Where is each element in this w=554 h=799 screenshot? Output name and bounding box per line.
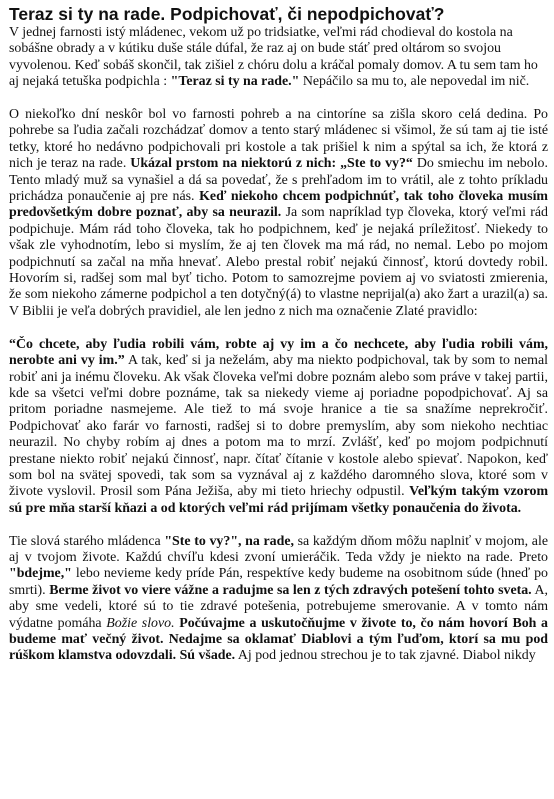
article-title: Teraz si ty na rade. Podpichovať, či nepodpichovať?: [9, 4, 445, 24]
bold-run: "Teraz si ty na rade.": [170, 74, 300, 90]
bold-run: Ukázal prstom na niektorú z nich: „Ste to vy?“: [130, 156, 413, 172]
text-run: sa každým dňom môžu naplniť v mojom, ale aj v tvojom živote. Každú chvíľu kdesi zvoní umieráčik. Teda vždy je niekto na rade. Preto: [9, 533, 548, 565]
italic-run: Božie slovo.: [106, 615, 175, 631]
text-run: A, aby sme vedeli, ktoré sú to tie zdravé potešenia, potrebujeme smerovanie. A v tomto nám výdatne pomáha: [9, 582, 548, 631]
paragraph-conclusion: [9, 534, 548, 665]
text-run: V jednej farnosti istý mládenec, vekom už po tridsiatke, veľmi rád chodieval do kostola na sobášne obrady a v kútiku duše stále dúfal, že raz aj on bude stáť pred oltárom so svojou vyvolenou. Keď sobáš skončil, tak zišiel z chóru dolu a kráčal pomaly domov. A tu sem tam ho aj nejaká tetuška podpichla :: [9, 25, 538, 90]
paragraph-golden-rule: [9, 337, 548, 517]
bold-run: "Ste to vy?", na rade,: [164, 533, 294, 549]
bold-run: Veľkým takým vzorom sú pre mňa starší kňazi a od ktorých veľmi rád prijímam všetky ponaučenia do života.: [9, 484, 549, 516]
bold-run: "bdejme,": [9, 566, 72, 582]
text-run: Nepáčilo sa mu to, ale nepovedal im nič.: [299, 74, 530, 90]
text-run: A tak, keď si ja neželám, aby ma niekto podpichoval, tak by som to nemal robiť ani ja inému človeku. Ak však človeka veľmi dobre poznám alebo som práve v takej partii, kde sa všetci veľmi dobre poznáme, tak sa niekedy vieme aj poriadne popodpichovať. Aj sa pritom poriadne nasmejeme. Ale tiež to má svoje hranice a tie sa snažíme neprekročiť. Podpichovať ako farár vo farnosti, radšej si to dobre premyslím, aby som niekoho nechtiac neurazil. No chyby robím aj dnes a potom ma to mrzí. Zvlášť, keď po mojom podpichnutí prestane niekto robiť nejakú činnosť, napr. čítať čítanie v kostole alebo spievať. Napokon, keď som bol na svätej spovedi, tak som sa vyznával aj z každého daromného slova, ktoré som v živote vyslovil. Prosil som Pána Ježiša, aby mi tieto hriechy odpustil.: [9, 353, 548, 500]
paragraph-intro: [9, 25, 548, 91]
text-run: O niekoľko dní neskôr bol vo farnosti pohreb a na cintoríne sa zišla skoro celá dedina. Po pohrebe sa ľudia začali rozchádzať domov a tento starý mládenec si všimol, že sú tam aj tie isté tetky, ktoré ho nedávno podpichovali pri kostole a tak prišiel k nim a spýtal sa ich, že ktorá z nich je teraz na rade.: [9, 107, 548, 172]
text-run: Do smiechu im nebolo. Tento mladý muž sa vynašiel a dá sa povedať, že s prehľadom im to vrátil, ale z tohto príkladu prichádza ponaučenie aj pre nás.: [9, 156, 548, 205]
bold-run: Keď niekoho chcem podpichnúť, tak toho človeka musím predovšetkým dobre poznať, aby sa neurazil.: [9, 189, 549, 221]
text-run: Ja som napríklad typ človeka, ktorý veľmi rád podpichuje. Mám rád toho človeka, tak ho podpichnem, keď je nejaká príležitosť. Niekedy to však zle vyhodnotím, lebo si myslím, že aj ten človek ma má rád, no nemal. Lebo po mojom podpichnutí sa začal na mňa hnevať. Alebo prestal robiť nejakú činnosť, ktorú dovtedy robil. Hovorím si, radšej som mal byť ticho. Potom to samozrejme poviem aj vo sviatosti zmierenia, že som niekoho zámerne podpichol a ten dotyčný(á) to vlastne neprijal(a) ako žart a urazil(a) sa. V Biblii je veľa dobrých pravidiel, ale len jedno z nich ma označenie Zlaté pravidlo:: [9, 205, 548, 319]
text-run: Tie slová starého mládenca: [9, 533, 165, 549]
bold-run: Berme život vo viere vážne a radujme sa len z tých zdravých potešení tohto sveta.: [49, 582, 532, 598]
bold-run: “Čo chcete, aby ľudia robili vám, robte aj vy im a čo nechcete, aby ľudia robili vám, nerobte ani vy im.”: [9, 336, 548, 369]
bold-run: Počúvajme a uskutočňujme v živote to, čo nám hovorí Boh a budeme mať večný život. Nedajme sa oklamať Diablovi a tým ľuďom, ktorí sa mu pod rúškom klamstva odovzdali. Sú všade.: [9, 615, 548, 664]
text-run: lebo nevieme kedy príde Pán, respektíve kedy budeme na osobitnom súde (hneď po smrti).: [9, 566, 548, 598]
paragraph-funeral: [9, 107, 548, 320]
text-run: Aj pod jednou strechou je to tak zjavné. Diabol nikdy: [235, 648, 536, 664]
